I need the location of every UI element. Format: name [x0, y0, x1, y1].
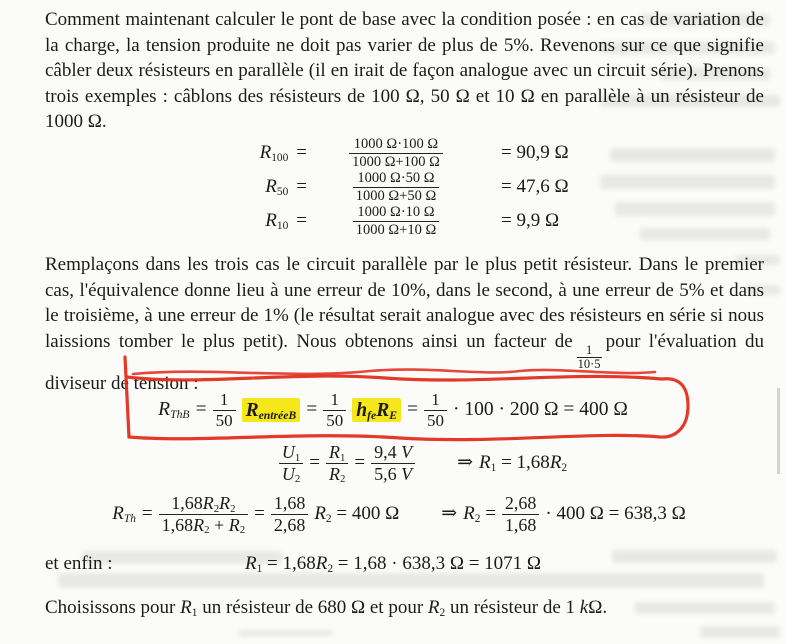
denominator: 50	[213, 410, 236, 430]
equation-lhs	[112, 504, 136, 525]
variable: U	[281, 442, 295, 463]
subscript: E	[389, 408, 397, 422]
variable: R	[314, 502, 326, 524]
subscript: 2	[327, 562, 334, 575]
variable: k	[579, 597, 589, 618]
equation-r50	[187, 170, 635, 204]
subscript: entréeB	[258, 408, 297, 422]
subscript: 2	[339, 473, 346, 486]
denominator	[371, 463, 415, 484]
equals-sign: =	[480, 502, 496, 524]
equals-sign: =	[306, 399, 318, 421]
equals-sign: =	[195, 399, 207, 421]
fraction	[353, 170, 439, 203]
denominator: 1000 Ω+100 Ω	[349, 153, 443, 170]
fraction-cell	[353, 204, 439, 237]
subscript: 2	[474, 512, 481, 525]
equation-result: = 47,6 Ω	[501, 176, 569, 197]
variable: R	[193, 514, 205, 535]
variable: R	[427, 597, 440, 618]
variable: R	[158, 399, 171, 421]
paragraph-text: un résisteur de 680 Ω et pour	[197, 597, 428, 618]
equation-lhs	[265, 210, 307, 232]
plus-sign: +	[209, 514, 229, 535]
equation-lhs	[158, 399, 189, 420]
equals-sign: =	[296, 142, 307, 163]
subscript: 2	[294, 473, 301, 486]
subscript: ThB	[170, 408, 190, 422]
value: = 400 Ω	[331, 502, 400, 524]
paragraph-remplacons	[45, 252, 764, 397]
subscript: 1	[339, 452, 346, 465]
equals-sign: =	[141, 502, 153, 524]
numerator: 1	[585, 342, 593, 357]
value: 5,6	[374, 463, 402, 484]
fraction	[353, 204, 439, 237]
subscript: 2	[204, 524, 210, 537]
paragraph-text: pour l'évaluation du diviseur de tension :	[45, 330, 764, 395]
numerator	[279, 442, 303, 465]
subscript: 100	[271, 151, 289, 164]
variable: R	[202, 493, 214, 514]
equation-r100	[187, 136, 635, 170]
subscript: 2	[213, 503, 220, 516]
value: 9,4	[374, 442, 402, 463]
denominator: 1000 Ω+50 Ω	[353, 187, 439, 204]
fraction-cell	[353, 170, 439, 203]
highlighted-hfe-re	[352, 398, 401, 422]
equation-r2	[463, 504, 496, 525]
equation-result: · 100 · 200 Ω = 400 Ω	[453, 399, 628, 421]
paragraph-closing	[45, 595, 764, 623]
subscript: 2	[325, 512, 332, 525]
equation-result: = 9,9 Ω	[501, 210, 560, 231]
equals-sign: =	[296, 210, 307, 231]
highlighted-r-entree	[242, 398, 301, 422]
fraction-cell	[349, 136, 443, 169]
subscript: 50	[276, 185, 289, 198]
variable: R	[376, 399, 390, 421]
fraction-voltages	[371, 442, 415, 483]
numerator: 1	[219, 390, 229, 410]
variable: R	[328, 442, 340, 463]
value: 1,68	[171, 493, 203, 514]
numerator: 1000 Ω·10 Ω	[357, 204, 435, 221]
numerator	[326, 442, 348, 465]
paragraph-intro: Comment maintenant calculer le pont de base avec la condition posée : en cas de variation de la charge, la tension produite ne doit pas varier de plus de 5%. Revenons sur ce que signifie câbler deux résisteurs en parallèle (il en irait de façon analogue avec un circuit série). Prenons trois exemples : câblons des résisteurs de 100 Ω, 50 Ω et 10 Ω en parallèle à un résisteur de 1000 Ω.	[45, 9, 764, 133]
value: = 1,68	[262, 553, 316, 574]
subscript: 2	[561, 461, 568, 474]
variable: R	[259, 142, 272, 163]
fraction	[349, 136, 443, 169]
equals-sign: =	[407, 399, 418, 421]
denominator	[279, 463, 303, 484]
implies-arrow: ⇒	[441, 502, 458, 524]
inline-fraction	[577, 344, 602, 371]
denominator: 50	[323, 410, 346, 430]
equation-lhs	[265, 176, 307, 198]
denominator	[159, 514, 248, 535]
variable: R	[244, 553, 257, 574]
final-equation	[0, 553, 786, 575]
rth-equation	[6, 488, 786, 540]
equals-sign: =	[296, 176, 307, 197]
equation-result	[479, 453, 567, 474]
subscript: Th	[123, 512, 136, 525]
variable: R	[245, 399, 259, 421]
equals-sign: =	[309, 451, 320, 473]
denominator	[326, 463, 348, 484]
numerator: 1	[431, 390, 440, 410]
numerator	[371, 442, 415, 462]
parallel-resistor-equations	[18, 136, 786, 238]
equals-sign: =	[354, 451, 366, 473]
final-equation-row	[0, 551, 786, 579]
equation-lhs	[260, 142, 307, 164]
numerator	[168, 493, 238, 516]
paragraph-text: Ω.	[588, 597, 608, 618]
equals-sign: =	[254, 502, 265, 524]
variable: R	[180, 597, 192, 618]
equation-result: = 1,68 · 638,3 Ω = 1071 Ω	[333, 553, 542, 574]
subscript: 2	[230, 503, 236, 516]
variable: R	[549, 451, 562, 473]
equation-result: · 400 Ω = 638,3 Ω	[545, 502, 686, 524]
subscript: 1	[490, 461, 497, 474]
fraction-one-fiftieth	[323, 390, 346, 429]
denominator: 10·5	[577, 356, 601, 371]
variable: R	[112, 502, 124, 524]
value: 1,68	[161, 514, 194, 535]
variable: R	[463, 502, 475, 524]
paragraph-text: Choisissons pour	[45, 597, 181, 618]
paragraph-text: Remplaçons dans les trois cas le circuit parallèle par le plus petit résisteur. Dans le premier cas, l'équivalence donne lieu à une erreur de 10%, dans le second, à une erreur de 5% et dans le troisième, à une erreur de 1% (le résultat serait analogue avec des résisteurs en série si nous laissions tomber le plus petit). Nous obtenons ainsi un facteur de	[45, 254, 764, 352]
numerator: 1000 Ω·100 Ω	[353, 136, 439, 153]
implies-arrow: ⇒	[457, 451, 474, 473]
numerator: 1000 Ω·50 Ω	[357, 170, 435, 187]
unit: V	[401, 463, 413, 484]
fraction-u1-u2	[279, 442, 303, 486]
voltage-ratio-equation	[30, 438, 786, 488]
equation-r10	[187, 204, 635, 238]
variable: R	[219, 493, 231, 514]
fraction-one-fiftieth	[213, 390, 236, 429]
numerator: 1,68	[273, 493, 306, 514]
subscript: 1	[294, 452, 301, 465]
denominator: 1,68	[502, 514, 540, 535]
variable: R	[328, 463, 340, 484]
scan-bleed-artifact	[700, 626, 780, 638]
scan-bleed-artifact	[238, 630, 333, 636]
subscript: 2	[239, 524, 246, 537]
denominator: 1000 Ω+10 Ω	[353, 221, 439, 238]
subscript: 2	[439, 606, 446, 619]
numerator: 2,68	[504, 493, 537, 514]
subscript: 1	[191, 606, 198, 619]
paragraph-text: un résisteur de 1	[445, 597, 580, 618]
thevenin-equation	[0, 381, 786, 439]
subscript: 1	[256, 562, 263, 575]
denominator: 50	[424, 410, 447, 430]
variable: h	[356, 399, 368, 421]
subscript: fe	[367, 408, 377, 422]
subscript: 10	[276, 219, 289, 232]
equation-middle	[314, 504, 399, 525]
variable: R	[265, 176, 277, 197]
numerator: 1	[330, 390, 339, 410]
value: = 1,68	[496, 451, 550, 473]
fraction-ratio	[271, 493, 309, 534]
variable: U	[281, 463, 295, 484]
fraction-inverse-ratio	[502, 493, 540, 534]
variable: R	[228, 514, 240, 535]
fraction-r1-r2	[326, 442, 348, 486]
variable: R	[479, 451, 491, 473]
et-enfin-label: et enfin :	[45, 553, 113, 574]
variable: R	[265, 210, 277, 231]
equation-result: = 90,9 Ω	[501, 142, 569, 163]
denominator: 2,68	[271, 514, 309, 535]
unit: V	[401, 442, 413, 463]
fraction-one-fiftieth	[424, 390, 447, 429]
fraction-rth	[159, 493, 248, 537]
variable: R	[315, 553, 328, 574]
